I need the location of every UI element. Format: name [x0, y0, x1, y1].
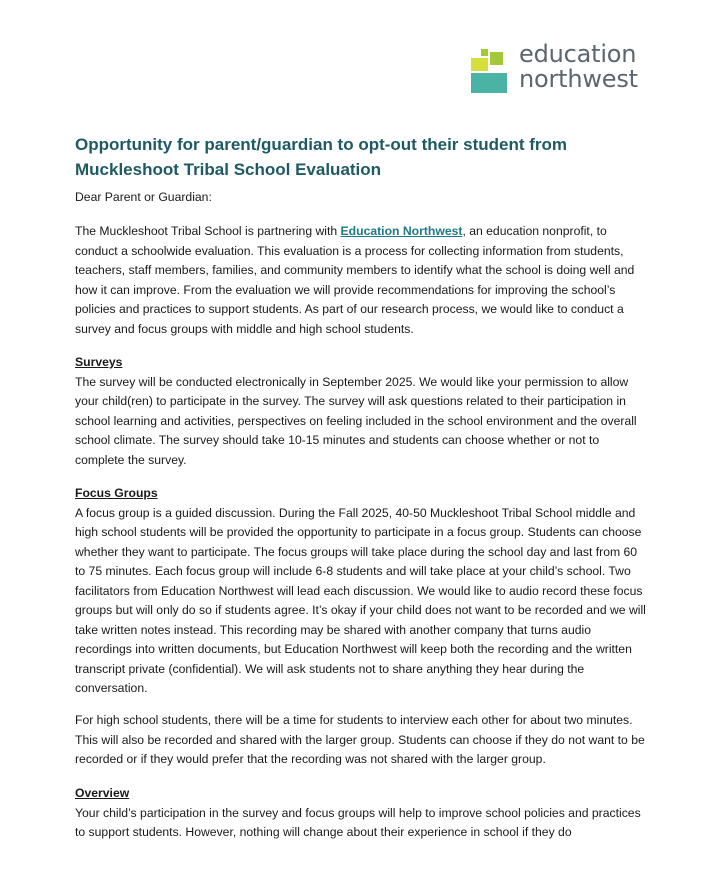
logo-line-2: northwest — [519, 65, 638, 93]
surveys-section — [75, 353, 650, 470]
education-northwest-link[interactable]: Education Northwest — [340, 224, 463, 238]
intro-before-link: The Muckleshoot Tribal School is partnering with — [75, 224, 341, 238]
page-title — [75, 132, 655, 182]
logo-line-1: education — [519, 40, 637, 68]
title-line-2: Muckleshoot Tribal School Evaluation — [75, 160, 382, 179]
focus-groups-heading: Focus Groups — [75, 486, 158, 500]
focus-groups-section — [75, 484, 650, 699]
surveys-text: The survey will be conducted electronically in September 2025. We would like your permission to allow your child(ren) to participate in the survey. The survey will ask questions related to their participation in school learning and activities, perspectives on feeling included in the school environment and the overall school climate. The survey should take 10-15 minutes and students can choose whether or not to complete the survey. — [75, 374, 637, 467]
logo-wordmark — [519, 42, 638, 92]
title-line-1: Opportunity for parent/guardian to opt-out their student from — [75, 135, 568, 154]
education-northwest-logo — [471, 40, 661, 98]
high-school-paragraph: For high school students, there will be a time for students to interview each other for about two minutes. This will also be recorded and shared with the larger group. Students can choose if they do not want to be recorded or if they would prefer that the recording was not shared with the larger group. — [75, 713, 645, 766]
overview-section — [75, 784, 650, 843]
greeting: Dear Parent or Guardian: — [75, 190, 212, 204]
logo-mark-icon — [471, 49, 507, 91]
overview-heading: Overview — [75, 786, 130, 800]
surveys-heading: Surveys — [75, 355, 123, 369]
intro-paragraph — [75, 222, 650, 339]
overview-text: Your child’s participation in the survey and focus groups will help to improve school policies and practices to support students. However, nothing will change about their experience in school if they do — [75, 805, 641, 839]
intro-after-link: , an education nonprofit, to conduct a schoolwide evaluation. This evaluation is a process for collecting information from students, teachers, staff members, families, and community members to identify what the school is doing well and how it can improve. From the evaluation we will provide recommendations for improving the school’s policies and practices to support students. As part of our research process, we would like to conduct a survey and focus groups with middle and high school students. — [75, 224, 635, 336]
focus-groups-text: A focus group is a guided discussion. During the Fall 2025, 40-50 Muckleshoot Tribal School middle and high school students will be provided the opportunity to participate in a focus group. Students can choose whether they want to participate. The focus groups will take place during the school day and last from 60 to 75 minutes. Each focus group will include 6-8 students and will take place at your child’s school. Two facilitators from Education Northwest will lead each discussion. We would like to audio record these focus groups but will only do so if students agree. It’s okay if your child does not want to be recorded and we will take written notes instead. This recording may be shared with another company that turns audio recordings into written documents, but Education Northwest will keep both the recording and the written transcript private (confidential). We will ask students not to share anything they hear during the conversation. — [75, 505, 646, 695]
